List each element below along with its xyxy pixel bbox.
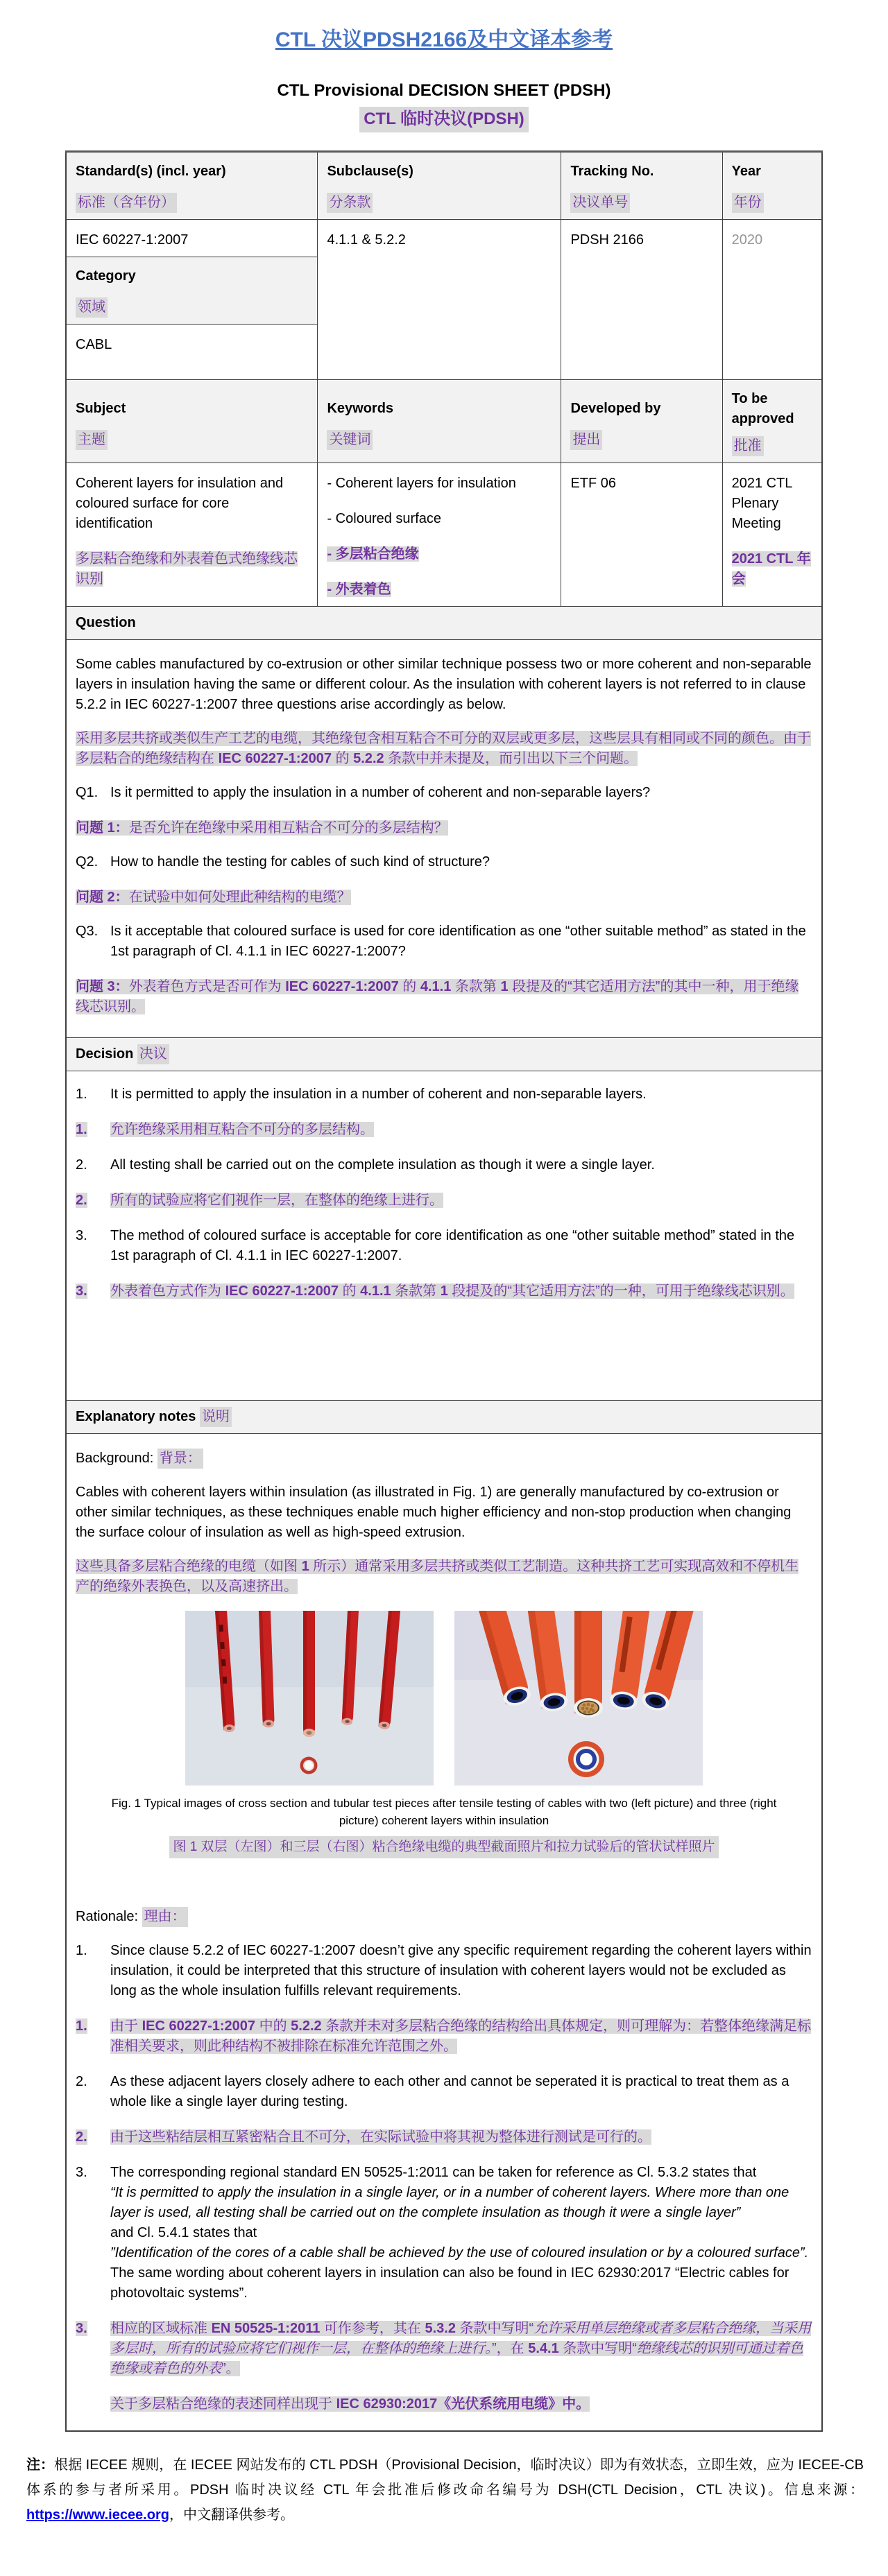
header-year xyxy=(722,152,822,220)
question-body-cell xyxy=(66,640,822,1038)
standard-value-cell xyxy=(66,220,318,257)
decision-1-cn: 1. 允许绝缘采用相互粘合不可分的多层结构。 xyxy=(76,1122,374,1138)
header-keywords-en: Keywords xyxy=(327,401,394,417)
question-intro-en: Some cables manufactured by co-extrusion or other similar technique possess two or more coherent and non-separable layers in insulation having the same or different colour. As the insulation with coherent layers is not referred to in clause 5.2.2 in IEC 60227-1:2007 three questions arise accordingly as below. xyxy=(76,657,812,713)
keyword-cn-1: - 多层粘合绝缘 xyxy=(327,546,419,562)
decision-header-label-cn: 决议 xyxy=(137,1044,169,1064)
decision-header-row xyxy=(66,1038,822,1071)
background-text-en: Cables with coherent layers within insulation (as illustrated in Fig. 1) are generally manufactured by co-extrusion or other similar techniques, as these techniques enable much higher efficiency and non-stop production when changing the surface colour of insulation as well as high-speed extrusion. xyxy=(76,1485,792,1541)
header-keywords xyxy=(318,380,561,463)
category-value: CABL xyxy=(76,337,112,353)
question-2-cn: 问题 2：在试验中如何处理此种结构的电缆？ xyxy=(76,890,351,906)
header-standard xyxy=(66,152,318,220)
figure-1-caption-cn-wrap xyxy=(76,1836,812,1858)
header-standard-cn: 标准（含年份） xyxy=(76,193,177,213)
header-tracking-cn: 决议单号 xyxy=(570,193,630,213)
subtitle-chinese: CTL 临时决议(PDSH) xyxy=(359,107,529,132)
footer-note xyxy=(26,2453,864,2527)
rationale-label: Rationale: 理由： xyxy=(76,1907,812,1927)
iecee-link[interactable]: https://www.iecee.org xyxy=(26,2507,169,2523)
question-1-cn: 问题 1：是否允许在绝缘中采用相互粘合不可分的多层结构？ xyxy=(76,820,448,836)
subject-text-cn-span: 多层粘合绝缘和外表着色式绝缘线芯识别 xyxy=(76,551,298,587)
rationale-2-en: 2. As these adjacent layers closely adhere to each other and cannot be seperated it is practical to treat them as a whole like a single layer during testing. xyxy=(76,2073,789,2109)
category-header-cell xyxy=(66,257,318,325)
decision-header-cell xyxy=(66,1038,822,1071)
subject-text-cn xyxy=(76,549,308,589)
header-subject xyxy=(66,380,318,463)
cable-photo-left xyxy=(185,1611,434,1786)
subtitle-english: CTL Provisional DECISION SHEET (PDSH) xyxy=(277,80,611,100)
header-year-cn: 年份 xyxy=(732,193,764,213)
header-approved-en: To be approved xyxy=(731,391,794,427)
subject-content-row xyxy=(66,463,822,607)
question-3-cn: 问题 3：外表着色方式是否可作为 IEC 60227-1:2007 的 4.1.1 条款第 1 段提及的“其它适用方法”的其中一种，用于绝缘线芯识别。 xyxy=(76,979,799,1015)
question-intro-cn: 采用多层共挤或类似生产工艺的电缆，其绝缘包含相互粘合不可分的双层或更多层，这些层具有相同或不同的颜色。由于多层粘合的绝缘结构在 IEC 60227-1:2007 的 5.2.2 条款中并未提及，而引出以下三个问题。 xyxy=(76,731,811,767)
rationale-3-cn-2: 关于多层粘合绝缘的表述同样出现于 IEC 62930:2017《光伏系统用电缆》中。 xyxy=(110,2396,590,2412)
decision-2-en: 2. All testing shall be carried out on the complete insulation as though it were a single layer. xyxy=(76,1157,655,1173)
header-row-1 xyxy=(66,152,822,220)
question-header-row xyxy=(66,607,822,640)
notes-header-cell xyxy=(66,1401,822,1434)
header-year-en: Year xyxy=(731,164,761,180)
subject-cell xyxy=(66,463,318,607)
header-subclause-cn: 分条款 xyxy=(327,193,373,213)
question-header-label: Question xyxy=(76,615,136,631)
subject-text-en: Coherent layers for insulation and coloured surface for core identification xyxy=(76,476,284,532)
decision-3-en: 3. The method of coloured surface is acceptable for core identification as one “other suitable method” stated in the 1st paragraph of Cl. 4.1.1 in IEC 60227-1:2007. xyxy=(76,1228,795,1264)
notes-body-row xyxy=(66,1434,822,2431)
values-row xyxy=(66,220,822,257)
tracking-value-cell xyxy=(561,220,722,380)
subclause-value: 4.1.1 & 5.2.2 xyxy=(327,232,406,248)
developed-by-value: ETF 06 xyxy=(570,476,617,492)
rationale-1-cn: 1. 由于 IEC 60227-1:2007 中的 5.2.2 条款并未对多层粘合绝缘的结构给出具体规定，则可理解为：若整体绝缘满足标准相关要求，则此种结构不被排除在标准允许范围之外。 xyxy=(76,2018,812,2054)
figure-1-photos xyxy=(76,1611,812,1786)
rationale-3-en: 3. The corresponding regional standard EN 50525-1:2011 can be taken for reference as Cl. 5.3.2 states that “It is permitted to apply the insulation in a single layer, or in a number of coherent layers. Where more than one layer is used, all testing shall be carried out on the complete insulation as though it were a single layer” and Cl. 5.4.1 states that ”Identification of the cores of a cable shall be achieved by the use of coloured insulation or by a coloured surface”. The same wording about coherent layers in insulation can also be found in IEC 62930:2017 “Electric cables for photovoltaic systems”. xyxy=(76,2164,809,2301)
notes-header-row xyxy=(66,1401,822,1434)
decision-3-cn: 3. 外表着色方式作为 IEC 60227-1:2007 的 4.1.1 条款第 1 段提及的“其它适用方法”的一种，可用于绝缘线芯识别。 xyxy=(76,1283,794,1299)
category-label-en: Category xyxy=(76,268,136,284)
page-title[interactable]: CTL 决议PDSH2166及中文译本参考 xyxy=(275,28,613,51)
header-subject-cn: 主题 xyxy=(76,430,108,450)
header-tracking-en: Tracking No. xyxy=(570,164,654,180)
header-subject-en: Subject xyxy=(76,401,126,417)
question-header-cell xyxy=(66,607,822,640)
question-3: Q3. Is it acceptable that coloured surface is used for core identification as one “other suitable method” as stated in the 1st paragraph of Cl. 4.1.1 in IEC 60227-1:2007? xyxy=(76,924,806,960)
background-label: Background: 背景： xyxy=(76,1449,812,1469)
decision-2-cn: 2. 所有的试验应将它们视作一层，在整体的绝缘上进行。 xyxy=(76,1193,443,1209)
tracking-value: PDSH 2166 xyxy=(570,232,644,248)
notes-header-label-en: Explanatory notes xyxy=(76,1409,196,1425)
header-approved-cn: 批准 xyxy=(732,436,764,456)
keywords-cell xyxy=(318,463,561,607)
question-body-row xyxy=(66,640,822,1038)
subtitle-chinese-wrap xyxy=(0,107,888,132)
header-approved xyxy=(722,380,822,463)
question-2: Q2. How to handle the testing for cables of such kind of structure? xyxy=(76,854,490,870)
footer-note-text-1: 注：根据 IECEE 规则，在 IECEE 网站发布的 CTL PDSH（Provisional Decision，临时决议）即为有效状态，立即生效，应为 IECEE-CB 体系的参与者所采用。PDSH 临时决议经 CTL 年会批准后修改命名编号为 DSH(CTL Decision，CTL 决议)。信息来源： xyxy=(26,2457,864,2498)
decision-body-cell xyxy=(66,1071,822,1401)
footer-note-text-2: ，中文翻译供参考。 xyxy=(169,2507,294,2523)
approved-value-cn: 2021 CTL 年会 xyxy=(731,551,811,587)
notes-body-cell xyxy=(66,1434,822,2431)
year-value: 2020 xyxy=(731,232,763,248)
category-value-cell xyxy=(66,325,318,380)
question-1: Q1. Is it permitted to apply the insulation in a number of coherent and non-separable layers? xyxy=(76,785,651,801)
category-label-cn: 领域 xyxy=(76,297,108,318)
header-standard-en: Standard(s) (incl. year) xyxy=(76,164,226,180)
header-row-2 xyxy=(66,380,822,463)
subclause-value-cell xyxy=(318,220,561,380)
rationale-2-cn: 2. 由于这些粘结层相互紧密粘合且不可分，在实际试验中将其视为整体进行测试是可行的。 xyxy=(76,2129,651,2145)
decision-sheet-table xyxy=(65,150,823,2432)
header-tracking xyxy=(561,152,722,220)
background-text-cn: 这些具备多层粘合绝缘的电缆（如图 1 所示）通常采用多层共挤或类似工艺制造。这种共挤工艺可实现高效和不停机生产的绝缘外表换色，以及高速挤出。 xyxy=(76,1559,799,1595)
rationale-3-cn: 3. 相应的区域标准 EN 50525-1:2011 可作参考，其在 5.3.2 条款中写明“允许采用单层绝缘或者多层粘合绝缘，当采用多层时，所有的试验应将它们视作一层，在整体的绝缘上进行。”，在 5.4.1 条款中写明“绝缘线芯的识别可通过着色绝缘或着色的外表”。 xyxy=(76,2320,812,2376)
header-keywords-cn: 关键词 xyxy=(327,430,373,450)
keyword-en-2: - Coloured surface xyxy=(327,511,441,527)
header-developed-cn: 提出 xyxy=(570,430,602,450)
developed-by-cell xyxy=(561,463,722,607)
header-subclause xyxy=(318,152,561,220)
header-developed-en: Developed by xyxy=(570,401,661,417)
header-developed xyxy=(561,380,722,463)
year-value-cell xyxy=(722,220,822,380)
standard-value: IEC 60227-1:2007 xyxy=(76,232,189,248)
figure-1-caption-cn: 图 1 双层（左图）和三层（右图）粘合绝缘电缆的典型截面照片和拉力试验后的管状试样照片 xyxy=(169,1836,718,1858)
rationale-1-en: 1. Since clause 5.2.2 of IEC 60227-1:2007 doesn’t give any specific requirement regarding the coherent layers within insulation, it could be interpreted that this structure of insulation with coherent layers would not be excluded as long as the whole insulation fulfills relevant requirements. xyxy=(76,1942,812,1998)
decision-body-row xyxy=(66,1071,822,1401)
decision-1-en: 1. It is permitted to apply the insulation in a number of coherent and non-separable layers. xyxy=(76,1087,647,1103)
approved-cell xyxy=(722,463,822,607)
cable-photo-right xyxy=(454,1611,703,1786)
keyword-en-1: - Coherent layers for insulation xyxy=(327,476,516,492)
header-subclause-en: Subclause(s) xyxy=(327,164,413,180)
figure-1-caption-en: Fig. 1 Typical images of cross section and tubular test pieces after tensile testing of cables with two (left picture) and three (right picture) coherent layers within insulation xyxy=(111,1797,777,1827)
approved-value-en: 2021 CTL Plenary Meeting xyxy=(731,476,792,532)
decision-header-label-en: Decision xyxy=(76,1046,134,1062)
keyword-cn-2: - 外表着色 xyxy=(327,582,391,598)
notes-header-label-cn: 说明 xyxy=(200,1407,232,1427)
